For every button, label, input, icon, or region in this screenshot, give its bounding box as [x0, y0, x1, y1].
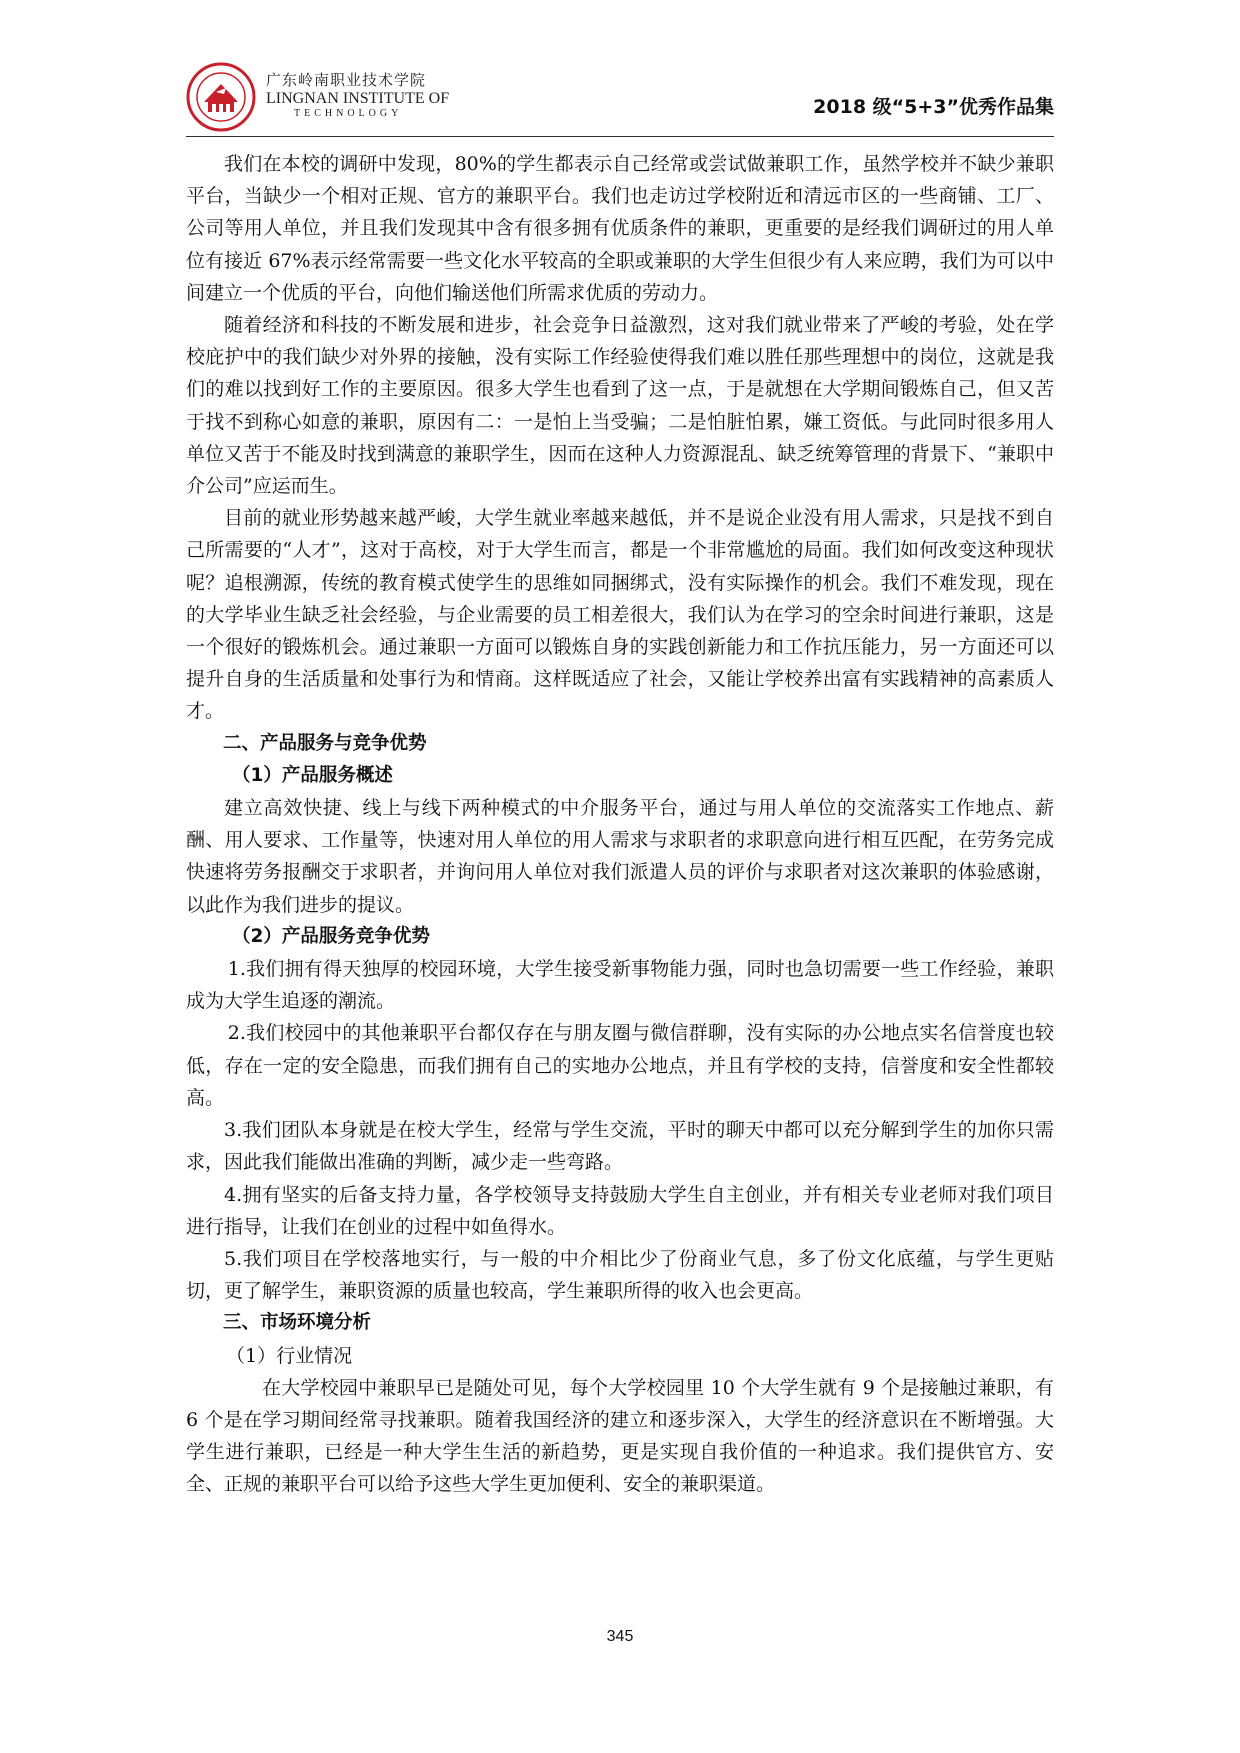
paragraph: 建立高效快捷、线上与线下两种模式的中介服务平台，通过与用人单位的交流落实工作地点、薪酬、用人要求、工作量等，快速对用人单位的用人需求与求职者的求职意向进行相互匹配，在劳务完成快速将劳务报酬交于求职者，并询问用人单位对我们派遣人员的评价与求职者对这次兼职的体验感谢，以此作为我们进步的提议。	[186, 797, 1054, 916]
list-item: 1.我们拥有得天独厚的校园环境，大学生接受新事物能力强，同时也急切需要一些工作经验，兼职成为大学生追逐的潮流。	[186, 958, 1054, 1013]
section-heading: 三、市场环境分析	[223, 1312, 372, 1334]
institution-name-block	[266, 70, 546, 120]
list-item: 4.拥有坚实的后备支持力量，各学校领导支持鼓励大学生自主创业，并有相关专业老师对我们项目进行指导，让我们在创业的过程中如鱼得水。	[186, 1183, 1054, 1238]
paragraph: 随着经济和科技的不断发展和进步，社会竞争日益激烈，这对我们就业带来了严峻的考验，处在学校庇护中的我们缺少对外界的接触，没有实际工作经验使得我们难以胜任那些理想中的岗位，这就是我们的难以找到好工作的主要原因。很多大学生也看到了这一点，于是就想在大学期间锻炼自己，但又苦于找不到称心如意的兼职，原因有二：一是怕上当受骗；二是怕脏怕累，嫌工资低。与此同时很多用人单位又苦于不能及时找到满意的兼职学生，因而在这种人力资源混乱、缺乏统筹管理的背景下、“兼职中介公司”应运而生。	[186, 314, 1054, 498]
section-heading: 二、产品服务与竞争优势	[223, 732, 427, 754]
list-item: 2.我们校园中的其他兼职平台都仅存在与朋友圈与微信群聊，没有实际的办公地点实名信誉度也较低，存在一定的安全隐患，而我们拥有自己的实地办公地点，并且有学校的支持，信誉度和安全性都较高。	[186, 1022, 1054, 1109]
institute-logo	[186, 62, 256, 132]
paragraph: 我们在本校的调研中发现，80%的学生都表示自己经常或尝试做兼职工作，虽然学校并不缺少兼职平台，当缺少一个相对正规、官方的兼职平台。我们也走访过学校附近和清远市区的一些商铺、工厂、公司等用人单位，并且我们发现其中含有很多拥有优质条件的兼职，更重要的是经我们调研过的用人单位有接近 67%表示经常需要一些文化水平较高的全职或兼职的大学生但很少有人来应聘，我们为可以中间建立一个优质的平台，向他们输送他们所需求优质的劳动力。	[186, 153, 1054, 304]
institution-name-en: LINGNAN INSTITUTE OF	[266, 90, 450, 107]
paragraph: 目前的就业形势越来越严峻，大学生就业率越来越低，并不是说企业没有用人需求，只是找不到自己所需要的“人才”，这对于高校，对于大学生而言，都是一个非常尴尬的局面。我们如何改变这种现状呢？追根溯源，传统的教育模式使学生的思维如同捆绑式，没有实际操作的机会。我们不难发现，现在的大学毕业生缺乏社会经验，与企业需要的员工相差很大，我们认为在学习的空余时间进行兼职，这是一个很好的锻炼机会。通过兼职一方面可以锻炼自身的实践创新能力和工作抗压能力，另一方面还可以提升自身的生活质量和处事行为和情商。这样既适应了社会，又能让学校养出富有实践精神的高素质人才。	[186, 507, 1054, 723]
page-number: 345	[606, 1628, 634, 1645]
institution-name-en-line2: TECHNOLOGY	[294, 108, 403, 119]
list-item: 3.我们团队本身就是在校大学生，经常与学生交流，平时的聊天中都可以充分解到学生的加你只需求，因此我们能做出准确的判断，减少走一些弯路。	[186, 1119, 1054, 1174]
paragraph: 在大学校园中兼职早已是随处可见，每个大学校园里 10 个大学生就有 9 个是接触过兼职，有 6 个是在学习期间经常寻找兼职。随着我国经济的建立和逐步深入，大学生的经济意识在不断增强。大学生进行兼职，已经是一种大学生生活的新趋势，更是实现自我价值的一种追求。我们提供官方、安全、正规的兼职平台可以给予这些大学生更加便利、安全的兼职渠道。	[186, 1376, 1054, 1496]
subsection-heading: （1）产品服务概述	[232, 764, 393, 786]
subsection-heading: （2）产品服务竞争优势	[232, 925, 430, 947]
subsection-heading: （1）行业情况	[226, 1344, 353, 1367]
institution-name-cn: 广东岭南职业技术学院	[266, 71, 427, 89]
header-divider	[186, 136, 1054, 137]
page-body	[186, 148, 1054, 1501]
list-item: 5.我们项目在学校落地实行，与一般的中介相比少了份商业气息，多了份文化底蕴，与学生更贴切，更了解学生，兼职资源的质量也较高，学生兼职所得的收入也会更高。	[186, 1247, 1054, 1303]
collection-title: 2018 级“5+3”优秀作品集	[813, 96, 1054, 118]
page-header	[186, 62, 1054, 132]
